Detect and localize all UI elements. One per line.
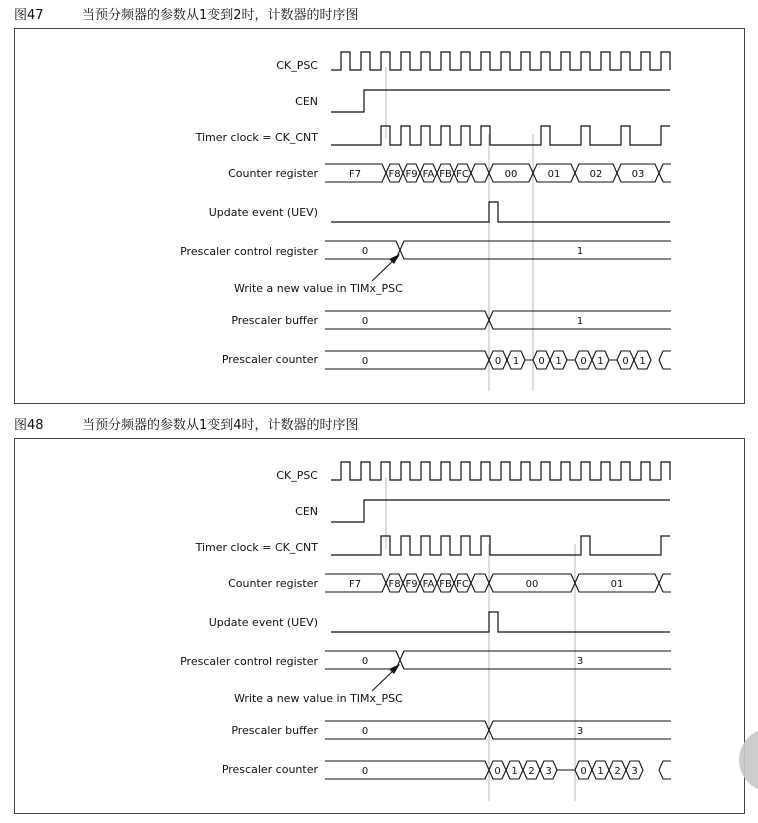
label-timer-clock: Timer clock = CK_CNT [195, 131, 318, 144]
figure-48-number: 图48 [14, 418, 44, 433]
psc-counter-value: 3 [631, 766, 638, 777]
counter-value-FA: FA [422, 579, 435, 590]
label-prescaler-control: Prescaler control register [180, 245, 318, 258]
label-ck-psc: CK_PSC [276, 59, 318, 72]
counter-value-F9: F9 [405, 169, 418, 180]
label-cen: CEN [295, 505, 318, 518]
counter-register-bus [325, 164, 671, 182]
counter-value-F9: F9 [405, 579, 418, 590]
timer-clock-waveform [331, 126, 670, 145]
counter-value-01: 01 [610, 579, 624, 590]
counter-value-FC: FC [456, 169, 469, 180]
counter-value-FB: FB [439, 579, 452, 590]
psc-counter-value: 1 [597, 766, 604, 777]
cen-waveform [331, 90, 670, 112]
figure-47-title: 当预分频器的参数从1变到2时，计数器的时序图 [82, 8, 359, 23]
label-prescaler-counter: Prescaler counter [221, 353, 318, 366]
psc-counter-value: 1 [555, 356, 562, 367]
write-annotation-arrow [372, 664, 400, 691]
label-prescaler-buffer: Prescaler buffer [231, 724, 318, 737]
counter-value-FA: FA [422, 169, 435, 180]
label-update-event: Update event (UEV) [208, 206, 318, 219]
psc-counter-value: 0 [538, 356, 545, 367]
prescaler-buffer-bus [325, 311, 671, 329]
psc-counter-value: 1 [597, 356, 604, 367]
ck-psc-waveform [331, 462, 670, 480]
psc-counter-value: 1 [511, 766, 518, 777]
psc-counter-initial: 0 [361, 356, 369, 367]
buffer-value-old: 0 [361, 316, 369, 327]
write-annotation-arrow [372, 254, 400, 281]
buffer-value-new: 3 [576, 726, 584, 737]
write-annotation: Write a new value in TIMx_PSC [234, 692, 403, 705]
counter-value-00: 00 [504, 169, 518, 180]
counter-value-FC: FC [456, 579, 469, 590]
figure-48-panel [14, 438, 745, 814]
label-cen: CEN [295, 95, 318, 108]
psc-counter-value: 0 [580, 356, 587, 367]
figure-48-timing-diagram [15, 439, 744, 813]
psc-counter-value: 1 [512, 356, 520, 367]
psc-counter-value: 3 [545, 766, 552, 777]
counter-value-F8: F8 [388, 169, 401, 180]
buffer-value-new: 1 [576, 316, 584, 327]
figure-48-caption [14, 414, 359, 433]
counter-value-FB: FB [439, 169, 452, 180]
counter-value-F7: F7 [348, 169, 362, 180]
label-prescaler-buffer: Prescaler buffer [231, 314, 318, 327]
control-value-new: 1 [576, 246, 584, 257]
control-value-old: 0 [361, 246, 369, 257]
control-value-old: 0 [361, 656, 369, 667]
ck-psc-waveform [331, 52, 670, 70]
counter-value-01: 01 [547, 169, 561, 180]
psc-counter-value: 0 [494, 766, 501, 777]
counter-value-03: 03 [631, 169, 645, 180]
counter-value-F7: F7 [348, 579, 362, 590]
prescaler-buffer-bus [325, 721, 671, 739]
label-prescaler-counter: Prescaler counter [221, 763, 318, 776]
psc-counter-value: 0 [580, 766, 587, 777]
update-event-waveform [331, 612, 670, 632]
figure-47-panel [14, 28, 745, 404]
control-value-new: 3 [576, 656, 584, 667]
write-annotation: Write a new value in TIMx_PSC [234, 282, 403, 295]
psc-counter-value: 2 [614, 766, 621, 777]
psc-counter-value: 1 [639, 356, 646, 367]
label-counter-register: Counter register [228, 167, 318, 180]
figure-47-timing-diagram [15, 29, 744, 403]
psc-counter-initial: 0 [361, 766, 369, 777]
figure-47-number: 图47 [14, 8, 44, 23]
buffer-value-old: 0 [361, 726, 369, 737]
label-update-event: Update event (UEV) [208, 616, 318, 629]
psc-counter-value: 0 [622, 356, 629, 367]
update-event-waveform [331, 202, 670, 222]
label-counter-register: Counter register [228, 577, 318, 590]
figure-47-caption [14, 4, 359, 23]
counter-value-F8: F8 [388, 579, 401, 590]
prescaler-control-bus [325, 241, 671, 259]
counter-value-00: 00 [525, 579, 539, 590]
psc-counter-value: 2 [528, 766, 535, 777]
timer-clock-waveform [331, 536, 670, 555]
counter-value-02: 02 [589, 169, 603, 180]
label-prescaler-control: Prescaler control register [180, 655, 318, 668]
psc-counter-value: 0 [494, 356, 502, 367]
prescaler-control-bus [325, 651, 671, 669]
label-timer-clock: Timer clock = CK_CNT [195, 541, 318, 554]
figure-48-title: 当预分频器的参数从1变到4时，计数器的时序图 [82, 418, 359, 433]
cen-waveform [331, 500, 670, 522]
label-ck-psc: CK_PSC [276, 469, 318, 482]
